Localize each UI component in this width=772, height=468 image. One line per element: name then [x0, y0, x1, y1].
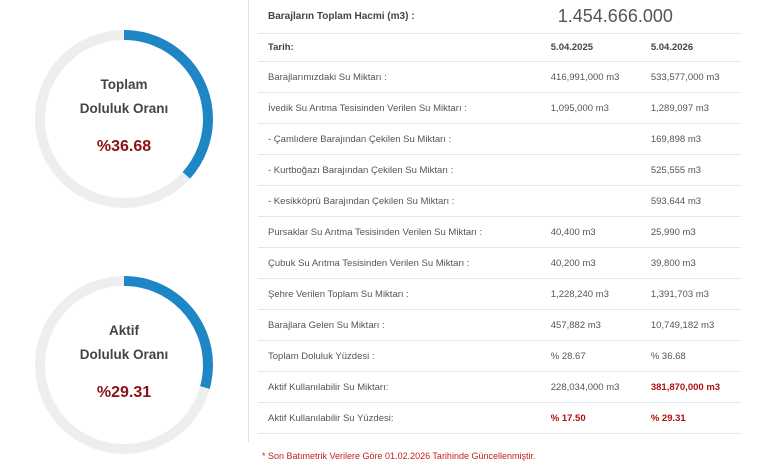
- row-label: Barajlara Gelen Su Miktarı :: [258, 310, 541, 341]
- row-value-2025: [541, 186, 641, 217]
- gauge-title: [34, 319, 214, 367]
- total-capacity-value: 1.454.666.000: [541, 0, 741, 34]
- row-value-2025: [541, 124, 641, 155]
- row-value-2026: % 29.31: [641, 403, 741, 434]
- row-value-2025: 1,228,240 m3: [541, 279, 641, 310]
- row-value-2026: 10,749,182 m3: [641, 310, 741, 341]
- row-value-2026: 533,577,000 m3: [641, 62, 741, 93]
- row-value-2025: 40,200 m3: [541, 248, 641, 279]
- row-value-2025: 457,882 m3: [541, 310, 641, 341]
- row-value-2026: 1,289,097 m3: [641, 93, 741, 124]
- row-label: Aktif Kullanılabilir Su Miktarı:: [258, 372, 541, 403]
- row-label: Pursaklar Su Arıtma Tesisinden Verilen Su Miktarı :: [258, 217, 541, 248]
- table-row: [258, 248, 741, 279]
- row-value-2026: 1,391,703 m3: [641, 279, 741, 310]
- row-label: Şehre Verilen Toplam Su Miktarı :: [258, 279, 541, 310]
- table-row: [258, 155, 741, 186]
- row-value-2026: 25,990 m3: [641, 217, 741, 248]
- row-value-2025: 40,400 m3: [541, 217, 641, 248]
- row-label: - Kurtboğazı Barajından Çekilen Su Miktarı :: [258, 155, 541, 186]
- total-fill-gauge: [34, 29, 214, 209]
- column-divider: [248, 0, 249, 442]
- table-row: [258, 403, 741, 434]
- row-value-2025: 228,034,000 m3: [541, 372, 641, 403]
- gauge-title: [34, 73, 214, 121]
- row-label: Barajlarımızdaki Su Miktarı :: [258, 62, 541, 93]
- table-row: [258, 372, 741, 403]
- date-header-label: Tarih:: [258, 34, 541, 62]
- gauge-value: %36.68: [96, 138, 152, 155]
- total-capacity-label: Barajların Toplam Hacmi (m3) :: [258, 0, 541, 34]
- row-value-2026: 169,898 m3: [641, 124, 741, 155]
- date-header-2025: 5.04.2025: [541, 34, 641, 62]
- table-row: [258, 341, 741, 372]
- gauge-title-line1: Toplam: [100, 77, 148, 92]
- row-label: - Kesikköprü Barajından Çekilen Su Miktarı :: [258, 186, 541, 217]
- row-value-2025: 416,991,000 m3: [541, 62, 641, 93]
- row-value-2025: % 28.67: [541, 341, 641, 372]
- table-row: [258, 124, 741, 155]
- gauge-title-line1: Aktif: [109, 323, 139, 338]
- table-row: [258, 310, 741, 341]
- row-value-2026: 381,870,000 m3: [641, 372, 741, 403]
- table-row: [258, 217, 741, 248]
- row-value-2026: 525,555 m3: [641, 155, 741, 186]
- row-value-2025: 1,095,000 m3: [541, 93, 641, 124]
- table-row: [258, 186, 741, 217]
- row-value-2026: 593,644 m3: [641, 186, 741, 217]
- total-capacity-row: [258, 0, 741, 34]
- row-value-2026: % 36.68: [641, 341, 741, 372]
- row-label: Toplam Doluluk Yüzdesi :: [258, 341, 541, 372]
- gauge-title-line2: Doluluk Oranı: [79, 101, 169, 116]
- active-fill-gauge: [34, 275, 214, 455]
- gauge-value: %29.31: [96, 384, 152, 401]
- row-label: Çubuk Su Arıtma Tesisinden Verilen Su Miktarı :: [258, 248, 541, 279]
- table-row: [258, 93, 741, 124]
- dam-statistics-table: [258, 0, 741, 434]
- bathymetric-update-note: * Son Batımetrik Verilere Göre 01.02.2026 Tarihinde Güncellenmiştir.: [262, 451, 536, 461]
- row-value-2026: 39,800 m3: [641, 248, 741, 279]
- row-label: İvedik Su Arıtma Tesisinden Verilen Su Miktarı :: [258, 93, 541, 124]
- table-row: [258, 279, 741, 310]
- gauge-title-line2: Doluluk Oranı: [79, 347, 169, 362]
- row-label: - Çamlıdere Barajından Çekilen Su Miktarı :: [258, 124, 541, 155]
- date-header-row: [258, 34, 741, 62]
- table-row: [258, 62, 741, 93]
- row-value-2025: % 17.50: [541, 403, 641, 434]
- date-header-2026: 5.04.2026: [641, 34, 741, 62]
- row-label: Aktif Kullanılabilir Su Yüzdesi:: [258, 403, 541, 434]
- row-value-2025: [541, 155, 641, 186]
